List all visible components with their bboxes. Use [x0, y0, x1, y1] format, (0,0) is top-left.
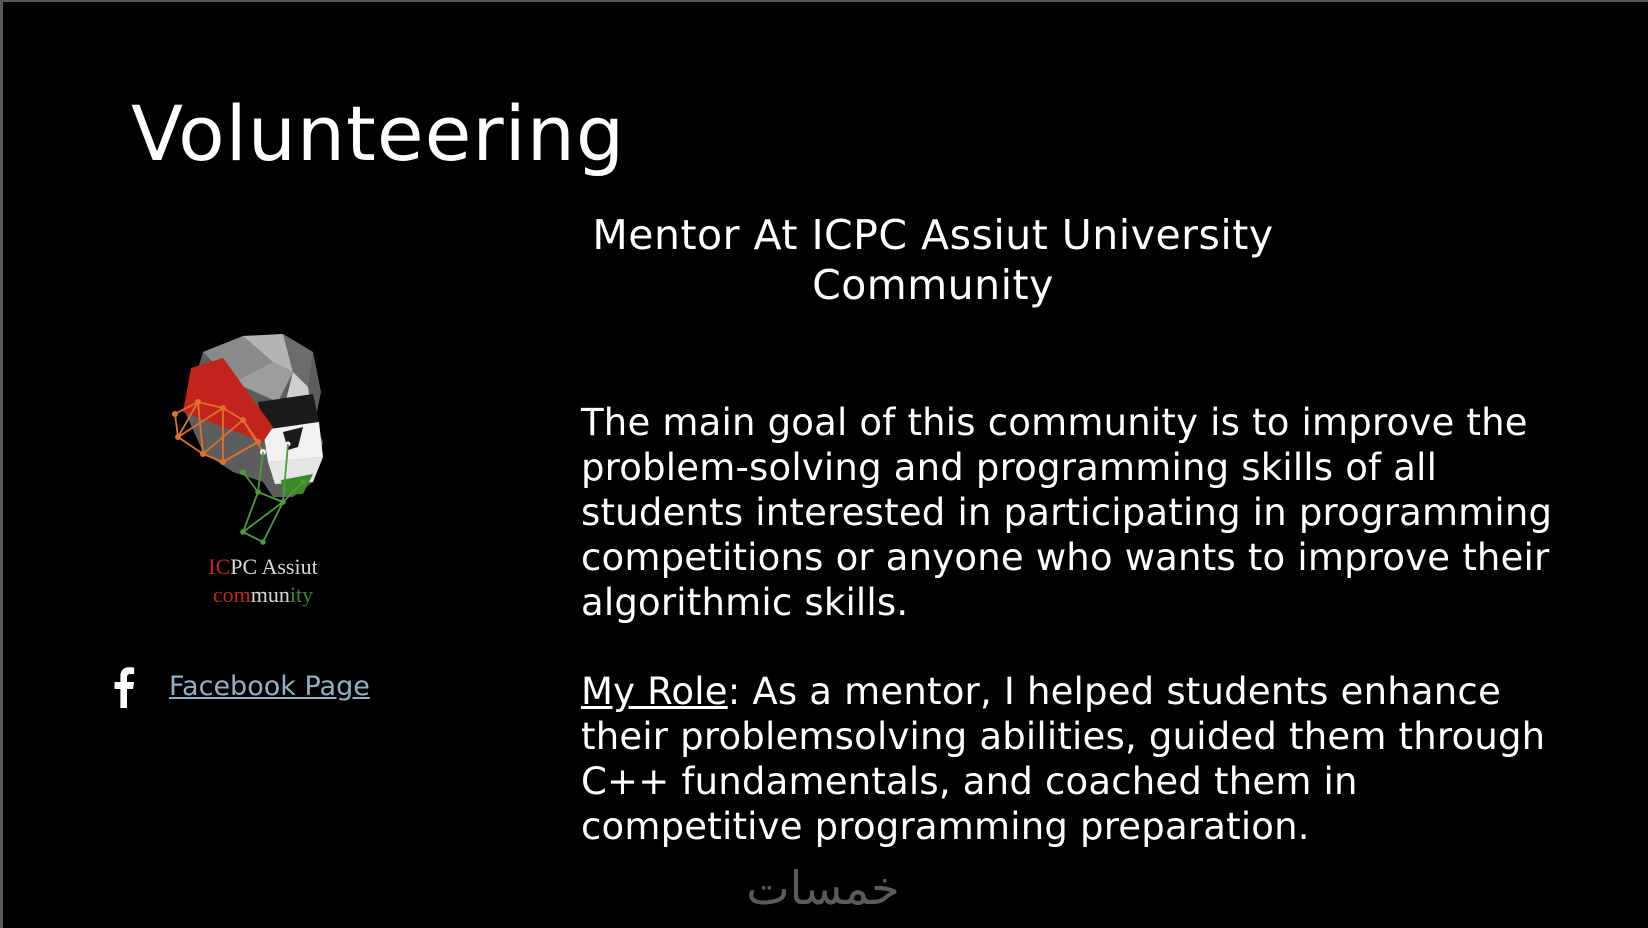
logo-text-line-1	[163, 554, 363, 580]
logo-text-red-part: IC	[208, 554, 231, 579]
community-description	[581, 400, 1553, 625]
role-line-3: C++ fundamentals, and coached them in	[581, 760, 1358, 803]
slide-title: Volunteering	[131, 89, 626, 178]
presentation-slide	[3, 2, 1648, 928]
role-description	[581, 669, 1546, 849]
logo-text-green-part-2: ity	[289, 582, 314, 607]
logo-text-gray-part-2: mun	[250, 582, 290, 607]
description-line-2: problem-solving and programming skills of all	[581, 446, 1438, 489]
role-line-4: competitive programming preparation.	[581, 805, 1310, 848]
slide-subtitle	[573, 210, 1293, 310]
subtitle-line-2: Community	[812, 261, 1054, 309]
logo-text-line-2	[163, 582, 363, 608]
logo-text-rest-part: PC Assiut	[230, 554, 318, 579]
role-line-2: their problemsolving abilities, guided them through	[581, 715, 1546, 758]
description-line-4: competitions or anyone who wants to improve their	[581, 536, 1550, 579]
khamsat-watermark: خمسات	[746, 861, 900, 915]
logo-head-graphic	[163, 332, 363, 552]
role-label: My Role	[581, 670, 728, 713]
role-line-1	[581, 669, 1541, 714]
facebook-page-link[interactable]: Facebook Page	[169, 671, 370, 702]
role-line-1-text: : As a mentor, I helped students enhance	[727, 670, 1501, 713]
description-line-5: algorithmic skills.	[581, 581, 909, 624]
description-line-3: students interested in participating in programming	[581, 491, 1553, 534]
logo-text-red-part-2: com	[212, 582, 251, 607]
description-line-1: The main goal of this community is to improve the	[581, 401, 1528, 444]
facebook-icon[interactable]	[113, 666, 135, 708]
subtitle-line-1: Mentor At ICPC Assiut University	[592, 211, 1274, 259]
icpc-assiut-logo	[163, 332, 363, 612]
